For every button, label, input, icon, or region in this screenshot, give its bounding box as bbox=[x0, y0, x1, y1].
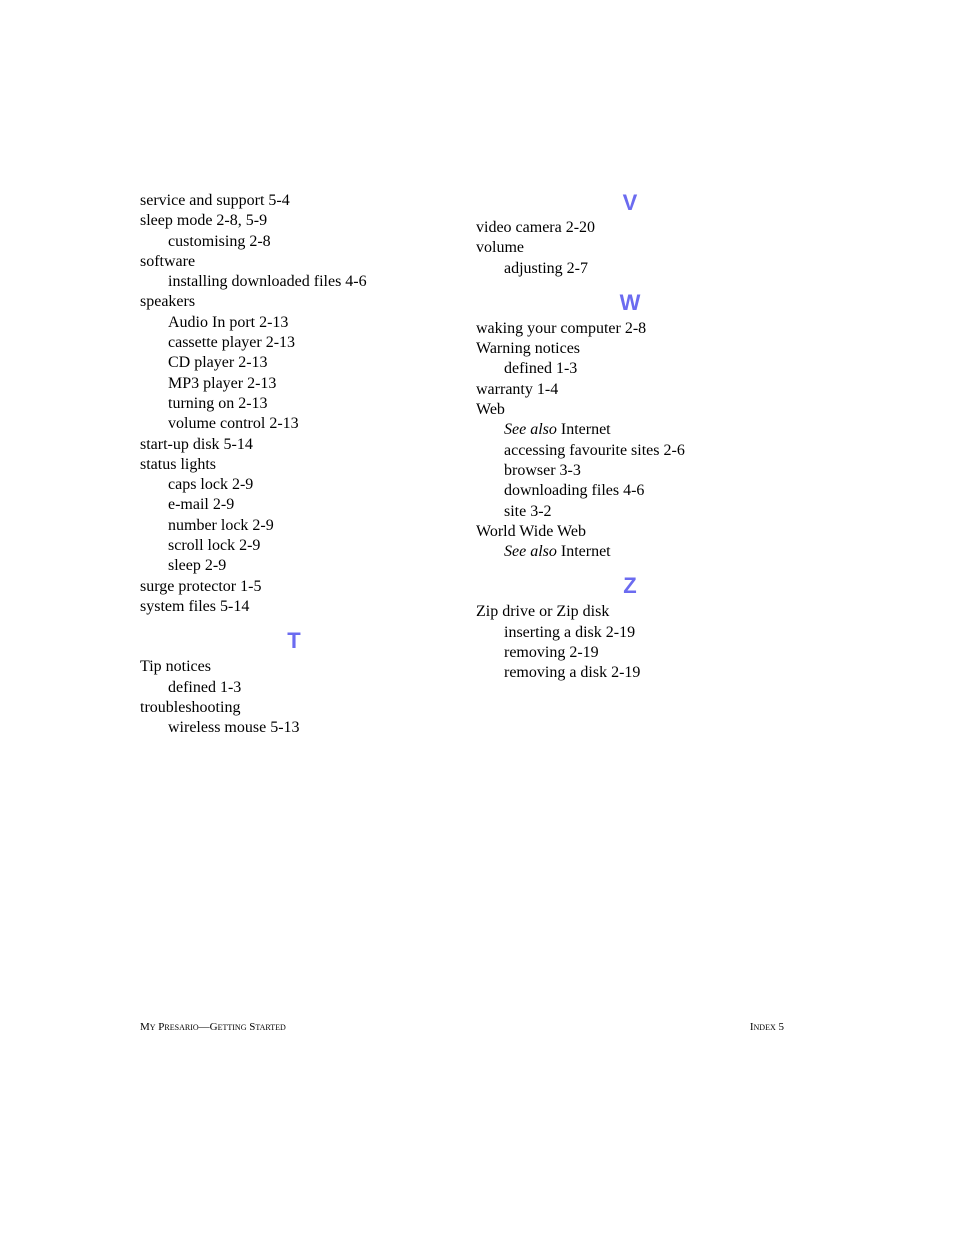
index-subentry: browser 3-3 bbox=[504, 461, 581, 479]
index-entry: service and support 5-4 bbox=[140, 192, 290, 209]
index-subentry: Audio In port 2-13 bbox=[168, 313, 289, 331]
index-subentry: defined 1-3 bbox=[168, 678, 242, 696]
index-entry: sleep mode 2-8, 5-9 bbox=[140, 212, 268, 230]
index-subentry bbox=[476, 542, 776, 562]
index-entry: volume bbox=[476, 239, 524, 257]
index-entry: Zip drive or Zip disk bbox=[476, 603, 610, 621]
footer-page-number: Index 5 bbox=[749, 1021, 784, 1033]
index-subentry: number lock 2-9 bbox=[168, 516, 274, 534]
index-subentry: wireless mouse 5-13 bbox=[168, 719, 300, 737]
index-entry: Web bbox=[476, 401, 505, 419]
index-subentry: MP3 player 2-13 bbox=[168, 374, 277, 392]
index-entry: World Wide Web bbox=[476, 522, 586, 540]
index-letter-heading: Z bbox=[623, 573, 637, 599]
see-also-label: See also bbox=[504, 543, 557, 561]
index-entry: video camera 2-20 bbox=[476, 219, 596, 236]
index-subentry: sleep 2-9 bbox=[168, 557, 227, 575]
index-entry: troubleshooting bbox=[140, 698, 241, 716]
index-entry: Warning notices bbox=[476, 340, 581, 358]
index-column-right bbox=[476, 191, 776, 684]
index-subentry: defined 1-3 bbox=[504, 360, 578, 378]
index-subentry: downloading files 4-6 bbox=[504, 482, 645, 500]
see-also-target: Internet bbox=[556, 421, 611, 439]
index-entry: warranty 1-4 bbox=[476, 380, 559, 398]
index-subentry: inserting a disk 2-19 bbox=[504, 623, 636, 641]
index-subentry: CD player 2-13 bbox=[168, 354, 268, 372]
index-entry: status lights bbox=[140, 455, 217, 473]
see-also-target: Internet bbox=[556, 543, 611, 561]
index-subentry: turning on 2-13 bbox=[168, 394, 268, 412]
index-subentry: accessing favourite sites 2-6 bbox=[504, 441, 685, 459]
index-entry: software bbox=[140, 252, 196, 270]
index-subentry: removing a disk 2-19 bbox=[504, 664, 641, 682]
index-entry: waking your computer 2-8 bbox=[476, 319, 647, 337]
index-subentry bbox=[476, 420, 776, 440]
index-entry: start-up disk 5-14 bbox=[140, 435, 253, 453]
index-subentry: site 3-2 bbox=[504, 502, 552, 520]
index-subentry: installing downloaded files 4-6 bbox=[168, 273, 367, 291]
index-subentry: cassette player 2-13 bbox=[168, 334, 296, 352]
index-letter-heading: V bbox=[622, 190, 638, 215]
index-entry: system files 5-14 bbox=[140, 597, 250, 615]
index-subentry: e-mail 2-9 bbox=[168, 496, 235, 514]
index-letter-heading: W bbox=[619, 289, 641, 315]
index-column-left bbox=[140, 191, 440, 738]
index-subentry: volume control 2-13 bbox=[168, 415, 299, 433]
index-subentry: scroll lock 2-9 bbox=[168, 537, 261, 555]
footer-book-title: My Presario—Getting Started bbox=[140, 1021, 286, 1033]
index-subentry: removing 2-19 bbox=[504, 644, 599, 662]
index-letter-heading: T bbox=[287, 628, 301, 654]
index-subentry: adjusting 2-7 bbox=[504, 259, 588, 277]
index-entry: surge protector 1-5 bbox=[140, 577, 262, 595]
index-entry: Tip notices bbox=[140, 658, 211, 676]
index-subentry: customising 2-8 bbox=[168, 232, 271, 250]
index-subentry: caps lock 2-9 bbox=[168, 476, 254, 494]
index-entry: speakers bbox=[140, 293, 196, 311]
see-also-label: See also bbox=[504, 421, 557, 439]
